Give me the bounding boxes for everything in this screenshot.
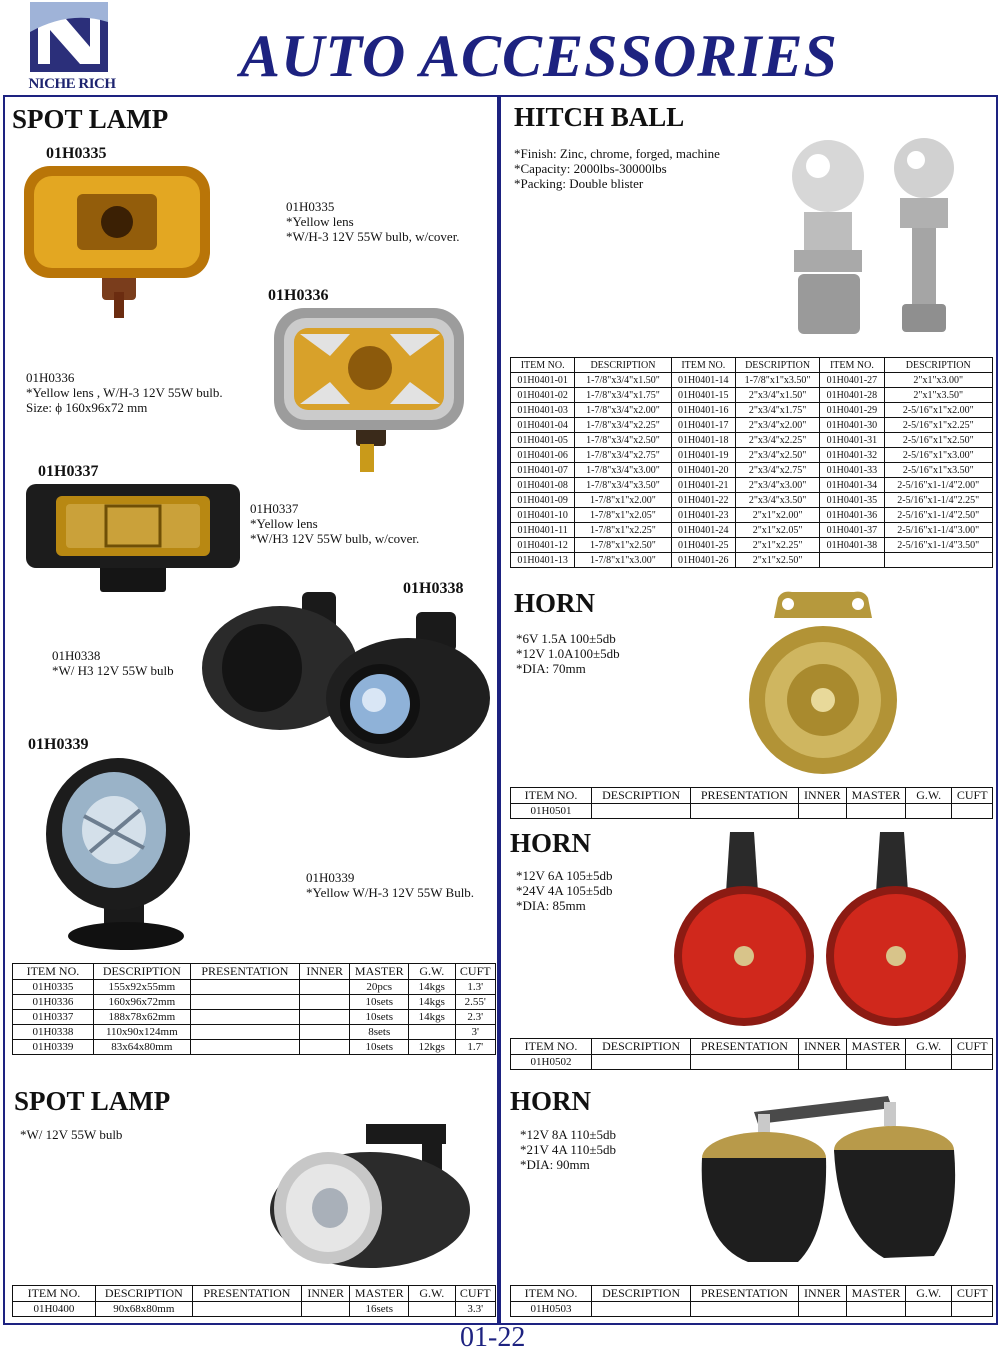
cell: 2-5/16"x1"x2.50" xyxy=(884,433,992,448)
cell: 2.55' xyxy=(455,995,495,1010)
col-header-description: DESCRIPTION xyxy=(592,1286,691,1302)
col-header-gw: G.W. xyxy=(409,964,455,980)
cell xyxy=(847,804,906,819)
cell: 01H0400 xyxy=(13,1302,96,1317)
table-row xyxy=(511,553,993,568)
cell xyxy=(592,1302,691,1317)
product-code-01h0335: 01H0335 xyxy=(46,145,107,162)
col-header-inner: INNER xyxy=(798,1039,847,1055)
col-header-gw: G.W. xyxy=(905,1039,952,1055)
cell: 160x96x72mm xyxy=(93,995,190,1010)
cell: 01H0401-05 xyxy=(511,433,575,448)
spot-lamp-01h0337-image xyxy=(26,484,240,594)
col-header-inner: INNER xyxy=(299,964,350,980)
col-header-description: DESCRIPTION xyxy=(575,358,671,373)
cell xyxy=(190,995,299,1010)
cell: 01H0401-38 xyxy=(820,538,884,553)
cell xyxy=(592,1055,691,1070)
cell: 2"x1"x2.50" xyxy=(735,553,819,568)
cell: 14kgs xyxy=(409,995,455,1010)
horn-3-table xyxy=(510,1285,993,1317)
cell: 1-7/8"x1"x2.00" xyxy=(575,493,671,508)
cell xyxy=(905,1302,952,1317)
table-row xyxy=(511,493,993,508)
cell: 2-5/16"x1-1/4"3.50" xyxy=(884,538,992,553)
cell: 01H0401-01 xyxy=(511,373,575,388)
col-header-item-no: ITEM NO. xyxy=(13,1286,96,1302)
cell: 14kgs xyxy=(409,1010,455,1025)
cell: 01H0401-19 xyxy=(671,448,735,463)
cell xyxy=(190,980,299,995)
table-row xyxy=(511,1302,993,1317)
cell xyxy=(905,1055,952,1070)
table-row xyxy=(511,508,993,523)
col-header-cuft: CUFT xyxy=(952,1039,993,1055)
col-header-gw: G.W. xyxy=(409,1286,455,1302)
cell: 01H0401-13 xyxy=(511,553,575,568)
page-title: AUTO ACCESSORIES xyxy=(240,23,838,89)
spot-lamp-01h0338-image xyxy=(202,590,492,760)
cell: 01H0401-23 xyxy=(671,508,735,523)
cell: 01H0335 xyxy=(13,980,94,995)
cell: 2"x1"x2.25" xyxy=(735,538,819,553)
col-header-description: DESCRIPTION xyxy=(735,358,819,373)
table-header-row xyxy=(511,788,993,804)
table-row xyxy=(13,1040,496,1055)
cell xyxy=(847,1302,906,1317)
cell xyxy=(798,1302,847,1317)
horn-1-table xyxy=(510,787,993,819)
cell: 10sets xyxy=(350,1040,409,1055)
cell xyxy=(847,1055,906,1070)
cell: 1-7/8"x1"x2.25" xyxy=(575,523,671,538)
col-header-presentation: PRESENTATION xyxy=(192,1286,301,1302)
cell: 10sets xyxy=(350,995,409,1010)
cell: 1-7/8"x3/4"x1.50" xyxy=(575,373,671,388)
horn-01h0503-image xyxy=(688,1092,966,1268)
cell: 3' xyxy=(455,1025,495,1040)
page-number: 01-22 xyxy=(460,1322,526,1353)
cell: 1-7/8"x3/4"x2.50" xyxy=(575,433,671,448)
cell: 2"x1"x3.50" xyxy=(884,388,992,403)
cell: 1-7/8"x1"x2.50" xyxy=(575,538,671,553)
cell: 2-5/16"x1-1/4"2.25" xyxy=(884,493,992,508)
cell: 83x64x80mm xyxy=(93,1040,190,1055)
col-header-inner: INNER xyxy=(798,788,847,804)
table-row xyxy=(511,448,993,463)
cell xyxy=(905,804,952,819)
table-row xyxy=(13,980,496,995)
cell: 20pcs xyxy=(350,980,409,995)
col-header-description: DESCRIPTION xyxy=(884,358,992,373)
col-header-master: MASTER xyxy=(847,1039,906,1055)
product-code-01h0337: 01H0337 xyxy=(38,463,99,480)
col-header-description: DESCRIPTION xyxy=(93,964,190,980)
col-header-presentation: PRESENTATION xyxy=(691,1039,798,1055)
horn-2-table xyxy=(510,1038,993,1070)
cell: 14kgs xyxy=(409,980,455,995)
cell xyxy=(409,1302,455,1317)
cell xyxy=(190,1025,299,1040)
cell: 01H0401-33 xyxy=(820,463,884,478)
cell: 01H0401-25 xyxy=(671,538,735,553)
cell: 01H0401-21 xyxy=(671,478,735,493)
product-code-01h0339: 01H0339 xyxy=(28,736,89,753)
spec-01h0338: 01H0338 *W/ H3 12V 55W bulb xyxy=(52,648,174,678)
cell xyxy=(798,1055,847,1070)
cell xyxy=(952,1302,993,1317)
cell: 2-5/16"x1"x3.50" xyxy=(884,463,992,478)
spec-01h0501: *6V 1.5A 100±5db *12V 1.0A100±5db *DIA: 70mm xyxy=(516,631,620,676)
col-header-gw: G.W. xyxy=(905,1286,952,1302)
cell: 01H0401-16 xyxy=(671,403,735,418)
cell: 01H0401-32 xyxy=(820,448,884,463)
cell: 01H0401-29 xyxy=(820,403,884,418)
cell: 2"x1"x3.00" xyxy=(884,373,992,388)
col-header-gw: G.W. xyxy=(905,788,952,804)
cell xyxy=(820,553,884,568)
cell: 2"x3/4"x2.75" xyxy=(735,463,819,478)
cell xyxy=(592,804,691,819)
horn-2-title: HORN xyxy=(510,828,591,858)
col-header-master: MASTER xyxy=(847,1286,906,1302)
table-row xyxy=(511,523,993,538)
cell: 1-7/8"x3/4"x2.00" xyxy=(575,403,671,418)
spot-lamp-01h0336-image xyxy=(270,306,470,476)
cell: 01H0401-24 xyxy=(671,523,735,538)
col-header-presentation: PRESENTATION xyxy=(691,1286,798,1302)
cell xyxy=(192,1302,301,1317)
col-header-presentation: PRESENTATION xyxy=(190,964,299,980)
product-code-01h0338: 01H0338 xyxy=(403,580,464,597)
cell xyxy=(299,1025,350,1040)
cell: 1-7/8"x1"x3.00" xyxy=(575,553,671,568)
table-row xyxy=(511,373,993,388)
table-row xyxy=(511,478,993,493)
cell xyxy=(691,804,798,819)
cell: 1-7/8"x1"x3.50" xyxy=(735,373,819,388)
cell: 01H0401-31 xyxy=(820,433,884,448)
cell: 01H0401-14 xyxy=(671,373,735,388)
cell: 01H0401-17 xyxy=(671,418,735,433)
spot-lamp-01h0335-image xyxy=(22,162,212,322)
cell: 01H0401-30 xyxy=(820,418,884,433)
table-header-row xyxy=(13,1286,496,1302)
cell: 01H0339 xyxy=(13,1040,94,1055)
table-row xyxy=(511,463,993,478)
col-header-item-no: ITEM NO. xyxy=(820,358,884,373)
cell: 2"x1"x2.00" xyxy=(735,508,819,523)
cell: 12kgs xyxy=(409,1040,455,1055)
col-header-description: DESCRIPTION xyxy=(592,788,691,804)
cell: 2"x3/4"x1.75" xyxy=(735,403,819,418)
cell: 2-5/16"x1"x3.00" xyxy=(884,448,992,463)
col-header-description: DESCRIPTION xyxy=(95,1286,192,1302)
cell: 01H0401-03 xyxy=(511,403,575,418)
cell: 01H0401-26 xyxy=(671,553,735,568)
table-row xyxy=(511,433,993,448)
cell: 01H0502 xyxy=(511,1055,592,1070)
cell: 3.3' xyxy=(455,1302,495,1317)
spot-lamp-title: SPOT LAMP xyxy=(12,104,169,134)
spot-lamp-01h0400-image xyxy=(270,1120,480,1270)
cell: 01H0501 xyxy=(511,804,592,819)
col-header-description: DESCRIPTION xyxy=(592,1039,691,1055)
cell xyxy=(952,1055,993,1070)
col-header-cuft: CUFT xyxy=(455,964,495,980)
cell: 01H0401-37 xyxy=(820,523,884,538)
cell: 01H0401-34 xyxy=(820,478,884,493)
cell: 1-7/8"x3/4"x2.25" xyxy=(575,418,671,433)
col-header-item-no: ITEM NO. xyxy=(671,358,735,373)
cell: 10sets xyxy=(350,1010,409,1025)
cell: 1.7' xyxy=(455,1040,495,1055)
col-header-master: MASTER xyxy=(847,788,906,804)
column-divider xyxy=(497,95,501,1325)
col-header-item-no: ITEM NO. xyxy=(511,1039,592,1055)
cell: 01H0401-28 xyxy=(820,388,884,403)
cell: 01H0401-36 xyxy=(820,508,884,523)
cell: 01H0401-04 xyxy=(511,418,575,433)
col-header-master: MASTER xyxy=(350,964,409,980)
cell: 01H0338 xyxy=(13,1025,94,1040)
col-header-item-no: ITEM NO. xyxy=(511,358,575,373)
cell: 01H0401-11 xyxy=(511,523,575,538)
cell: 2"x3/4"x1.50" xyxy=(735,388,819,403)
cell: 01H0401-12 xyxy=(511,538,575,553)
cell: 01H0401-09 xyxy=(511,493,575,508)
col-header-item-no: ITEM NO. xyxy=(511,1286,592,1302)
col-header-cuft: CUFT xyxy=(952,788,993,804)
cell: 01H0401-06 xyxy=(511,448,575,463)
cell: 2-5/16"x1-1/4"2.00" xyxy=(884,478,992,493)
table-header-row xyxy=(13,964,496,980)
spec-01h0339: 01H0339 *Yellow W/H-3 12V 55W Bulb. xyxy=(306,870,475,900)
cell: 01H0401-08 xyxy=(511,478,575,493)
cell: 1-7/8"x3/4"x1.75" xyxy=(575,388,671,403)
cell: 01H0401-02 xyxy=(511,388,575,403)
cell: 2"x3/4"x2.25" xyxy=(735,433,819,448)
cell: 2.3' xyxy=(455,1010,495,1025)
table-row xyxy=(511,538,993,553)
cell xyxy=(190,1040,299,1055)
cell: 01H0401-18 xyxy=(671,433,735,448)
spot-lamp-2-table xyxy=(12,1285,496,1317)
horn-01h0502-image xyxy=(674,832,974,1030)
col-header-inner: INNER xyxy=(798,1286,847,1302)
cell: 2"x1"x2.05" xyxy=(735,523,819,538)
cell: 188x78x62mm xyxy=(93,1010,190,1025)
cell xyxy=(691,1302,798,1317)
cell xyxy=(798,804,847,819)
cell xyxy=(299,995,350,1010)
col-header-cuft: CUFT xyxy=(455,1286,495,1302)
cell: 01H0401-07 xyxy=(511,463,575,478)
col-header-item-no: ITEM NO. xyxy=(511,788,592,804)
table-row xyxy=(13,1302,496,1317)
col-header-inner: INNER xyxy=(301,1286,350,1302)
horn-3-title: HORN xyxy=(510,1086,591,1116)
table-row xyxy=(511,1055,993,1070)
cell: 2-5/16"x1"x2.25" xyxy=(884,418,992,433)
cell xyxy=(409,1025,455,1040)
product-code-01h0336: 01H0336 xyxy=(268,287,329,304)
col-header-presentation: PRESENTATION xyxy=(691,788,798,804)
cell xyxy=(691,1055,798,1070)
cell: 2"x3/4"x3.00" xyxy=(735,478,819,493)
cell xyxy=(299,1010,350,1025)
spec-hitch-ball: *Finish: Zinc, chrome, forged, machine *Capacity: 2000lbs-30000lbs *Packing: Double blister xyxy=(514,146,720,191)
cell: 110x90x124mm xyxy=(93,1025,190,1040)
cell: 1-7/8"x3/4"x3.50" xyxy=(575,478,671,493)
hitch-ball-table xyxy=(510,357,993,568)
horn-01h0501-image xyxy=(748,590,898,780)
table-row xyxy=(511,804,993,819)
spot-lamp-table xyxy=(12,963,496,1055)
cell xyxy=(301,1302,350,1317)
cell: 1-7/8"x1"x2.05" xyxy=(575,508,671,523)
hitch-ball-image xyxy=(788,134,968,344)
cell: 01H0503 xyxy=(511,1302,592,1317)
logo-text: NICHE RICH xyxy=(28,76,116,92)
spec-01h0337: 01H0337 *Yellow lens *W/H3 12V 55W bulb, w/cover. xyxy=(250,501,420,546)
spec-01h0503: *12V 8A 110±5db *21V 4A 110±5db *DIA: 90mm xyxy=(520,1127,616,1172)
spec-01h0336: 01H0336 *Yellow lens , W/H-3 12V 55W bulb. Size: ϕ 160x96x72 mm xyxy=(26,370,223,415)
cell: 01H0401-35 xyxy=(820,493,884,508)
table-row xyxy=(13,995,496,1010)
cell: 90x68x80mm xyxy=(95,1302,192,1317)
cell xyxy=(952,804,993,819)
cell: 2-5/16"x1-1/4"3.00" xyxy=(884,523,992,538)
hitch-ball-title: HITCH BALL xyxy=(514,102,685,132)
cell: 155x92x55mm xyxy=(93,980,190,995)
table-header-row xyxy=(511,1286,993,1302)
cell xyxy=(299,1040,350,1055)
cell: 01H0336 xyxy=(13,995,94,1010)
spec-01h0335: 01H0335 *Yellow lens *W/H-3 12V 55W bulb, w/cover. xyxy=(286,199,460,244)
cell: 2"x3/4"x2.00" xyxy=(735,418,819,433)
cell: 01H0401-20 xyxy=(671,463,735,478)
cell xyxy=(190,1010,299,1025)
cell xyxy=(299,980,350,995)
col-header-cuft: CUFT xyxy=(952,1286,993,1302)
table-header-row xyxy=(511,1039,993,1055)
cell: 1.3' xyxy=(455,980,495,995)
table-row xyxy=(511,418,993,433)
cell: 2-5/16"x1-1/4"2.50" xyxy=(884,508,992,523)
cell: 01H0337 xyxy=(13,1010,94,1025)
horn-1-title: HORN xyxy=(514,588,595,618)
cell: 2-5/16"x1"x2.00" xyxy=(884,403,992,418)
table-row xyxy=(13,1025,496,1040)
cell xyxy=(884,553,992,568)
table-row xyxy=(13,1010,496,1025)
cell: 1-7/8"x3/4"x3.00" xyxy=(575,463,671,478)
cell: 16sets xyxy=(350,1302,409,1317)
cell: 01H0401-10 xyxy=(511,508,575,523)
table-header-row xyxy=(511,358,993,373)
cell: 01H0401-15 xyxy=(671,388,735,403)
spec-01h0400: *W/ 12V 55W bulb xyxy=(20,1127,123,1142)
table-row xyxy=(511,388,993,403)
col-header-item-no: ITEM NO. xyxy=(13,964,94,980)
cell: 01H0401-22 xyxy=(671,493,735,508)
niche-rich-logo xyxy=(22,2,122,96)
cell: 2"x3/4"x3.50" xyxy=(735,493,819,508)
cell: 01H0401-27 xyxy=(820,373,884,388)
spot-lamp-01h0339-image xyxy=(44,756,198,952)
cell: 2"x3/4"x2.50" xyxy=(735,448,819,463)
col-header-master: MASTER xyxy=(350,1286,409,1302)
spec-01h0502: *12V 6A 105±5db *24V 4A 105±5db *DIA: 85mm xyxy=(516,868,613,913)
cell: 8sets xyxy=(350,1025,409,1040)
cell: 1-7/8"x3/4"x2.75" xyxy=(575,448,671,463)
spot-lamp-2-title: SPOT LAMP xyxy=(14,1086,171,1116)
logo-mark xyxy=(30,2,108,72)
table-row xyxy=(511,403,993,418)
